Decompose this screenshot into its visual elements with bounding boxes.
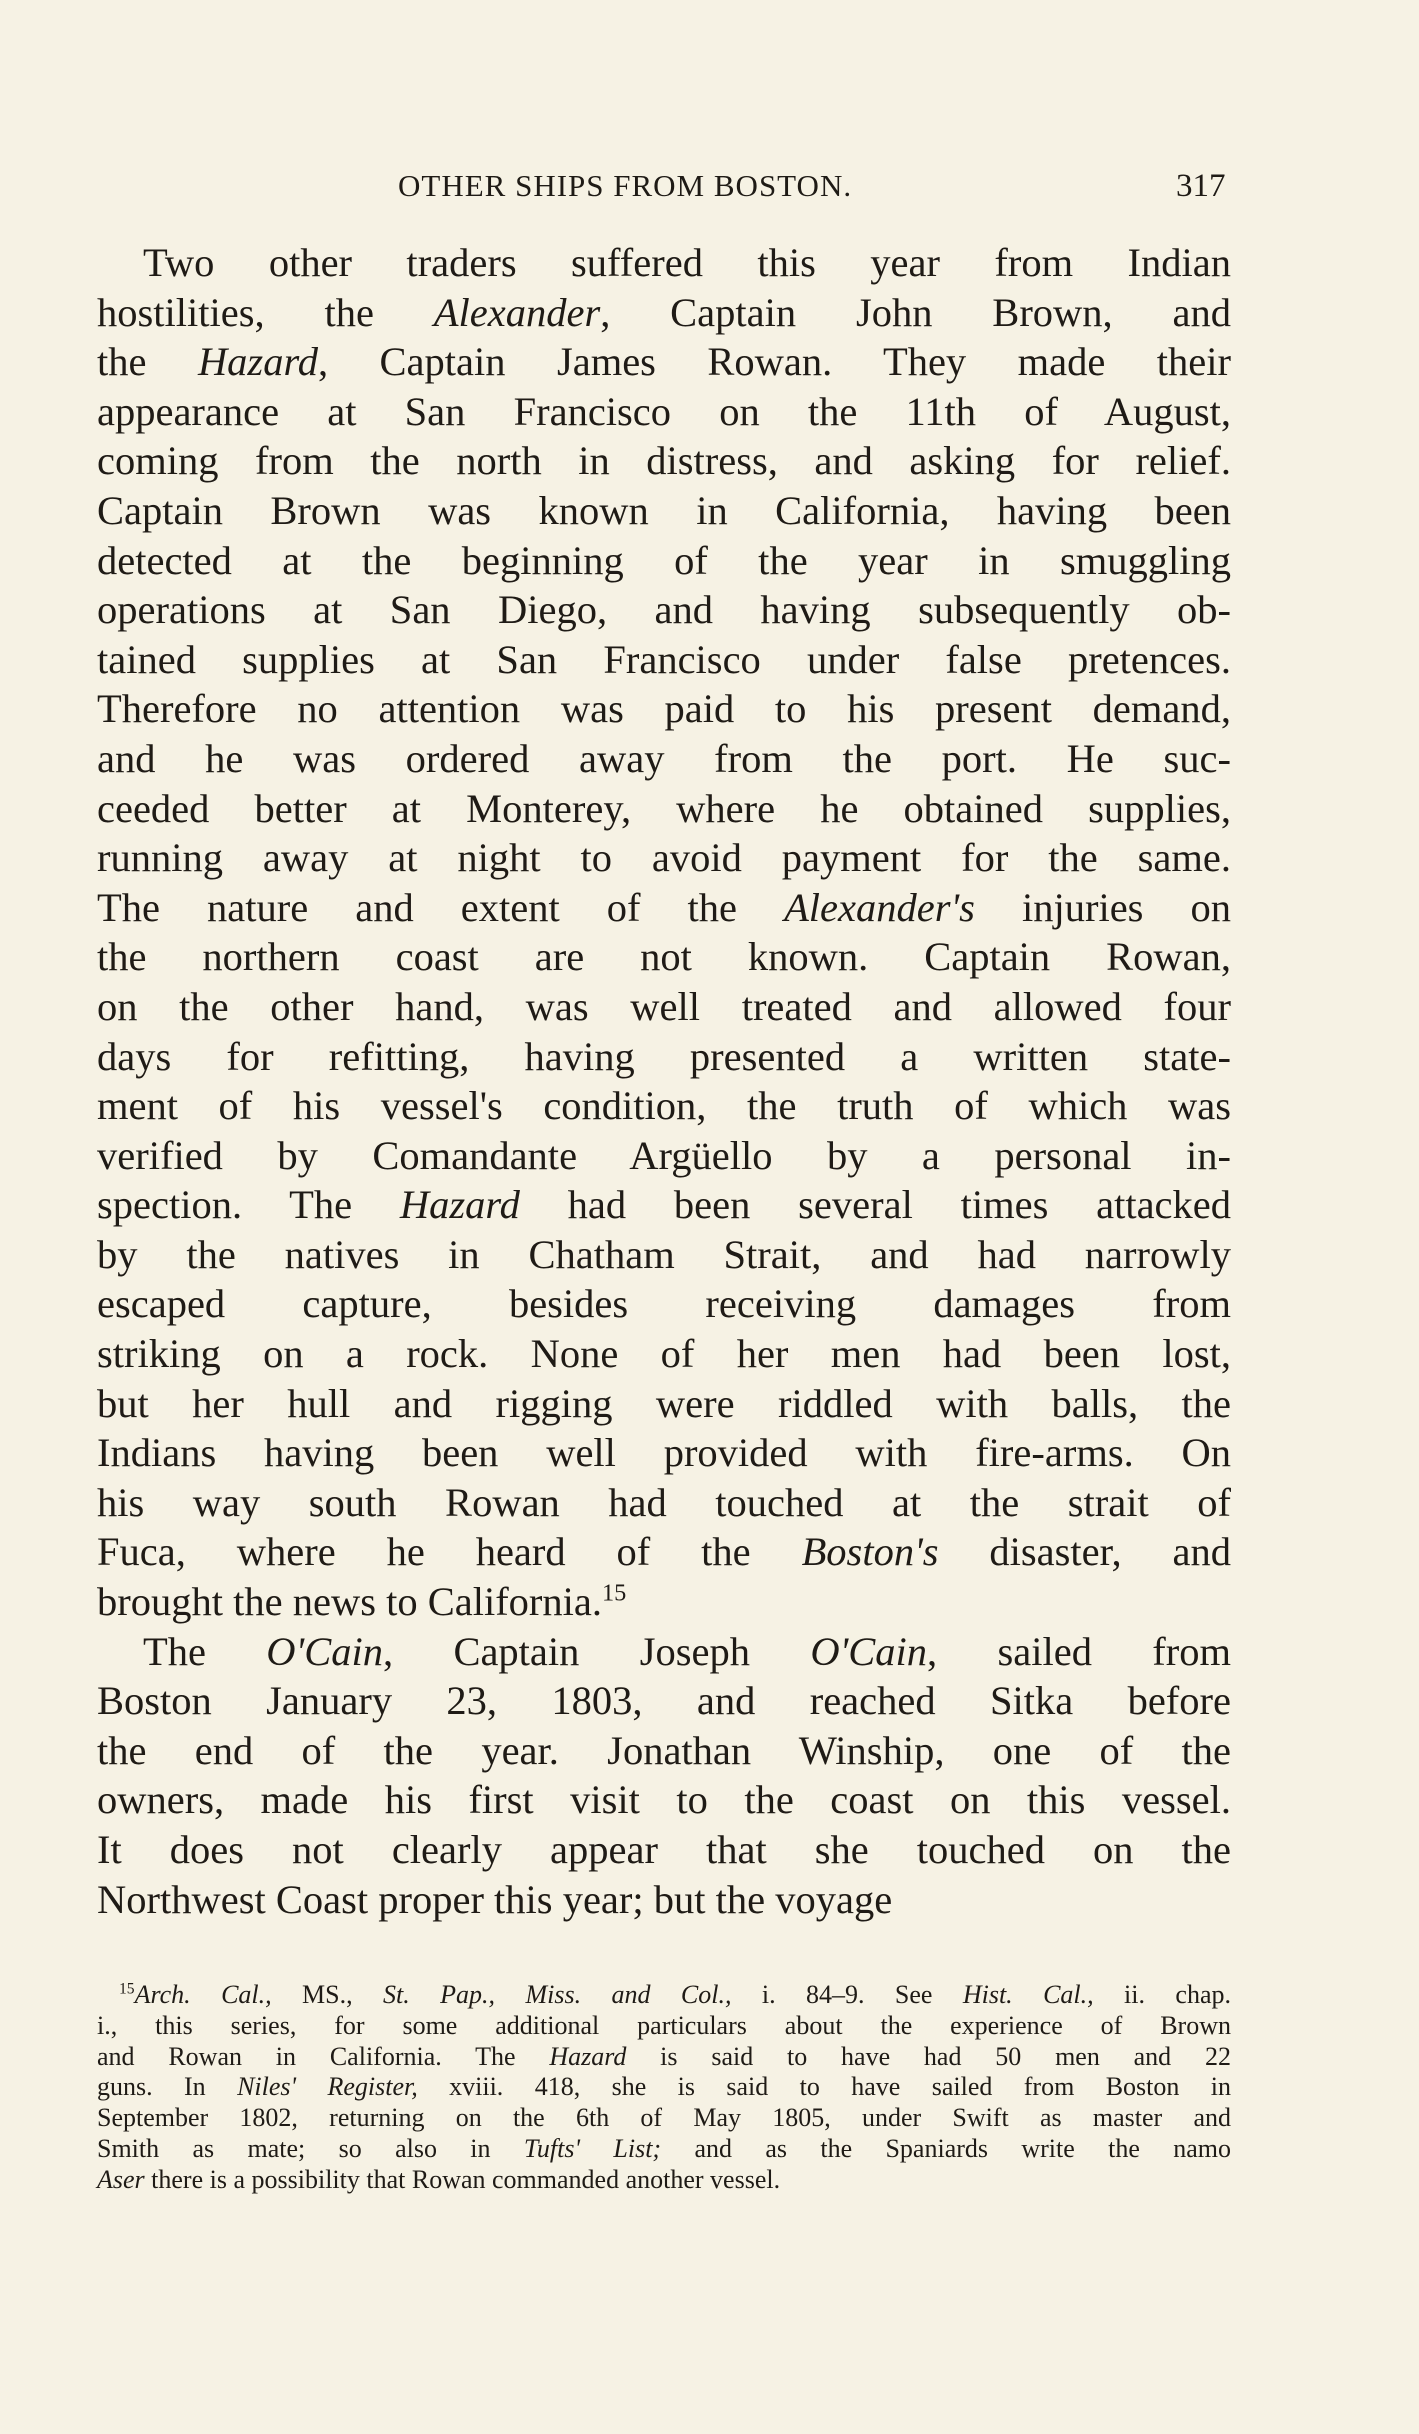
text-line: spection. The Hazard had been several times attacked — [97, 1182, 1232, 1228]
text-line: the end of the year. Jonathan Winship, one of the — [97, 1727, 1231, 1773]
text-line: verified by Comandante Argüello by a personal in- — [97, 1132, 1231, 1178]
text-line: brought the news to California.$^{15}$ — [97, 1579, 627, 1625]
text-line: ment of his vessel's condition, the truth of which was — [97, 1083, 1231, 1129]
text-line: The nature and extent of the Alexander's injuries on — [97, 884, 1231, 930]
text-line: days for refitting, having presented a written state- — [97, 1033, 1231, 1079]
text-line: on the other hand, was well treated and allowed four — [97, 983, 1231, 1029]
text-line: and he was ordered away from the port. He suc- — [97, 735, 1231, 781]
footnote-line: i., this series, for some additional particulars about the experience of Brown — [97, 2010, 1231, 2040]
text-line: Therefore no attention was paid to his present demand, — [97, 686, 1231, 732]
text-line: appearance at San Francisco on the 11th of August, — [97, 388, 1231, 434]
text-line: Boston January 23, 1803, and reached Sitka before — [97, 1678, 1231, 1724]
footnote-line: and Rowan in California. The Hazard is said to have had 50 men and 22 — [97, 2041, 1231, 2071]
footnote-marker: 15 — [602, 1579, 627, 1607]
footnote-line: Smith as mate; so also in Tufts' List; and as the Spaniards write the namo — [97, 2133, 1232, 2163]
text-line: It does not clearly appear that she touched on the — [97, 1827, 1231, 1872]
text-line: ceeded better at Monterey, where he obtained supplies, — [97, 785, 1231, 831]
text-line: Captain Brown was known in California, having been — [97, 487, 1231, 533]
text-line: detected at the beginning of the year in smuggling — [97, 537, 1231, 583]
running-title: OTHER SHIPS FROM BOSTON. — [398, 168, 853, 203]
text-line: Fuca, where he heard of the Boston's disaster, and — [97, 1529, 1231, 1575]
footnote-line: $^{15}$Arch. Cal., MS., St. Pap., Miss. and Col., i. 84–9. See Hist. Cal., ii. chap. — [119, 1980, 1231, 2009]
text-line: tained supplies at San Francisco under false pretences. — [97, 636, 1231, 682]
footnote-line: Aser there is a possibility that Rowan commanded another vessel. — [97, 2164, 781, 2194]
body-text — [97, 238, 1231, 1924]
text-line: Northwest Coast proper this year; but the voyage — [97, 1876, 893, 1922]
text-line: running away at night to avoid payment for the same. — [97, 835, 1231, 881]
text-line: his way south Rowan had touched at the strait of — [97, 1479, 1231, 1525]
text-line: Two other traders suffered this year from Indian — [143, 240, 1231, 285]
text-line: but her hull and rigging were riddled with balls, the — [97, 1380, 1231, 1426]
text-line: hostilities, the Alexander, Captain John Brown, and — [97, 289, 1231, 335]
text-line: by the natives in Chatham Strait, and had narrowly — [97, 1231, 1231, 1277]
text-line: striking on a rock. None of her men had been lost, — [97, 1331, 1231, 1377]
text-line: the northern coast are not known. Captain Rowan, — [97, 934, 1231, 980]
text-line: The O'Cain, Captain Joseph O'Cain, sailed from — [143, 1628, 1231, 1674]
text-line: operations at San Diego, and having subsequently ob- — [97, 587, 1231, 633]
text-line: escaped capture, besides receiving damages from — [97, 1281, 1231, 1327]
page-header — [0, 168, 1419, 208]
text-line: Indians having been well provided with fire-arms. On — [97, 1430, 1231, 1476]
text-line: the Hazard, Captain James Rowan. They made their — [97, 339, 1231, 385]
text-line: owners, made his first visit to the coast on this vessel. — [97, 1777, 1231, 1823]
footnote-number: 15 — [119, 1980, 135, 1998]
footnotes — [97, 1980, 1231, 2196]
text-line: coming from the north in distress, and asking for relief. — [97, 438, 1231, 484]
page-number: 317 — [1176, 168, 1226, 204]
footnote-line: September 1802, returning on the 6th of May 1805, under Swift as master and — [97, 2103, 1231, 2133]
footnote-line: guns. In Niles' Register, xviii. 418, she is said to have sailed from Boston in — [97, 2072, 1231, 2102]
